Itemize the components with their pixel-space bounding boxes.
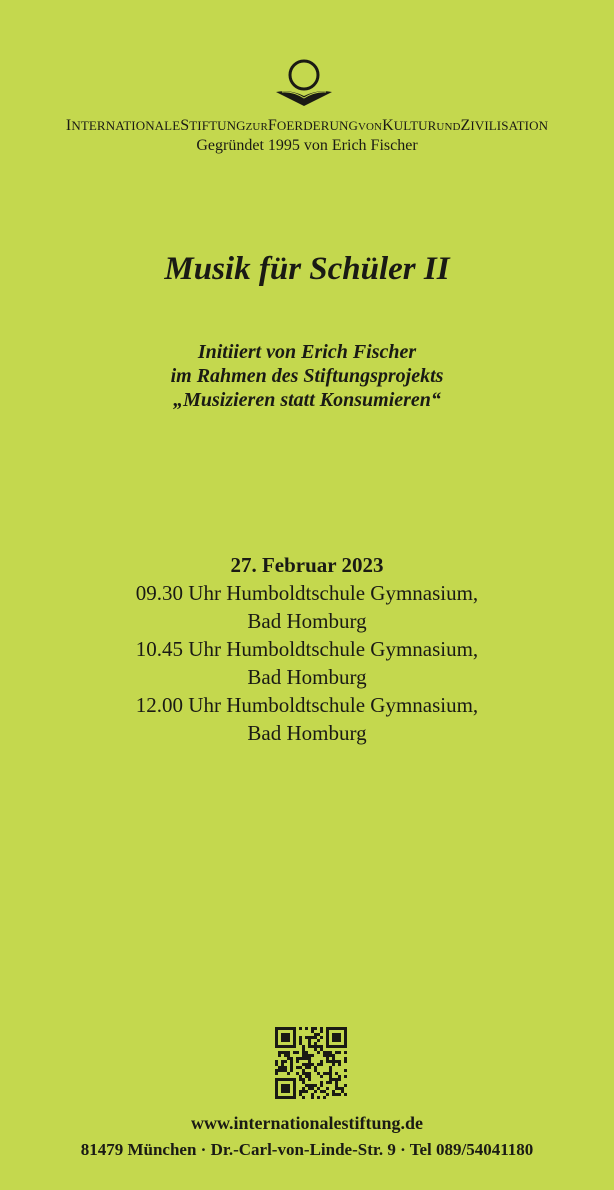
org-name-part: ULTUR (393, 118, 437, 133)
page-title: Musik für Schüler II (164, 251, 450, 287)
foundation-logo-icon (272, 58, 336, 110)
org-name-part: OERDERUNG (276, 118, 358, 133)
schedule (0, 551, 614, 747)
org-name-part: F (267, 117, 277, 134)
organization-name (0, 117, 614, 135)
org-name-part: ZUR (245, 121, 268, 133)
schedule-line: Bad Homburg (247, 609, 367, 633)
schedule-line: 12.00 Uhr Humboldtschule Gymnasium, (135, 693, 479, 717)
org-name-part: IVILISATION (470, 118, 549, 133)
schedule-line: 10.45 Uhr Humboldtschule Gymnasium, (135, 637, 479, 661)
subtitle-line: „Musizieren statt Konsumieren“ (173, 389, 441, 411)
qr-code-icon[interactable] (275, 1027, 347, 1099)
subtitle (0, 340, 614, 412)
org-name-part: Z (460, 117, 471, 134)
org-name-part: TIFTUNG (189, 118, 246, 133)
schedule-line: Bad Homburg (247, 721, 367, 745)
org-name-part: K (382, 117, 394, 134)
subtitle-line: Initiiert von Erich Fischer (197, 341, 417, 363)
founded-line: Gegründet 1995 von Erich Fischer (196, 137, 418, 154)
org-name-part: VON (357, 121, 383, 133)
subtitle-line: im Rahmen des Stiftungsprojekts (170, 365, 444, 387)
schedule-line: Bad Homburg (247, 665, 367, 689)
website-link[interactable]: www.internationalestiftung.de (190, 1113, 423, 1133)
org-name-part: UND (436, 121, 461, 133)
org-name-part: I (65, 117, 72, 134)
org-name-part: S (180, 117, 190, 134)
address-line: 81479 München · Dr.-Carl-von-Linde-Str. 9 · Tel 089/54041180 (80, 1140, 534, 1159)
schedule-line: 09.30 Uhr Humboldtschule Gymnasium, (135, 581, 479, 605)
org-name-part: NTERNATIONALE (71, 118, 181, 133)
event-date: 27. Februar 2023 (230, 553, 384, 577)
